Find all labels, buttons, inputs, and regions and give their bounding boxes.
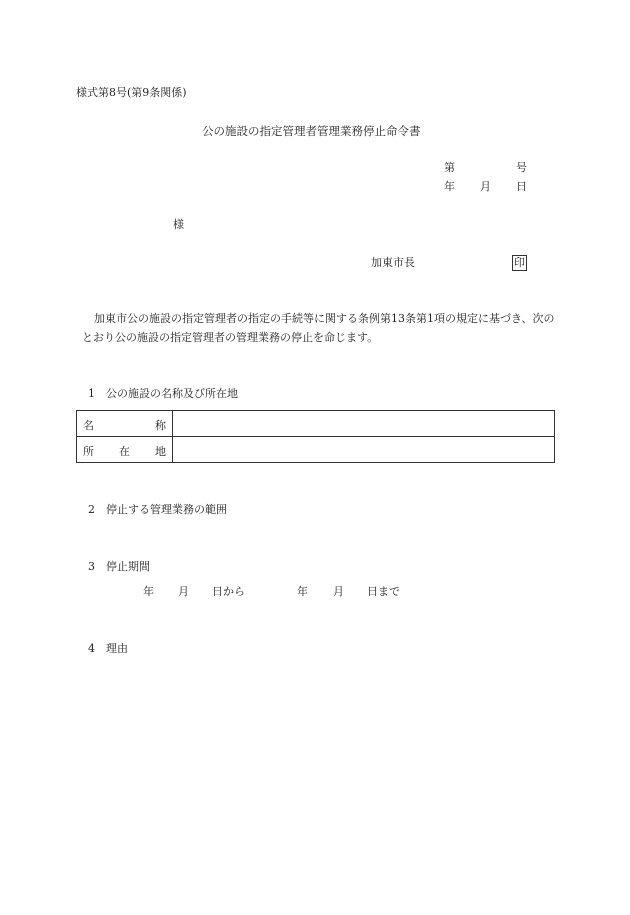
section-1-label: 公の施設の名称及び所在地 — [106, 387, 238, 400]
seal-text: 印 — [514, 256, 525, 269]
label-char: 地 — [155, 445, 166, 458]
period-start-day: 日から — [212, 585, 245, 598]
facility-name-value[interactable] — [173, 411, 555, 437]
period-end-month: 月 — [333, 585, 344, 598]
label-cell-name — [77, 411, 173, 437]
document-title: 公の施設の指定管理者管理業務停止命令書 — [202, 124, 421, 138]
seal-mark — [512, 255, 527, 271]
label-char: 在 — [119, 445, 130, 458]
number-prefix: 第 — [444, 161, 455, 174]
section-2-label: 停止する管理業務の範囲 — [106, 503, 227, 516]
section-2-number: 2 — [88, 503, 95, 516]
date-day: 日 — [516, 180, 527, 193]
form-reference: 様式第8号(第9条関係) — [76, 86, 187, 99]
table-row-location — [77, 437, 555, 463]
label-char: 称 — [155, 419, 166, 432]
table-row-name — [77, 411, 555, 437]
issuer-name: 加東市長 — [371, 256, 415, 269]
number-suffix: 号 — [516, 161, 527, 174]
section-3-number: 3 — [88, 560, 95, 573]
addressee-suffix: 様 — [173, 218, 184, 231]
period-start-month: 月 — [178, 585, 189, 598]
date-year: 年 — [444, 180, 455, 193]
label-char: 名 — [83, 419, 94, 432]
date-month: 月 — [480, 180, 491, 193]
label-cell-location — [77, 437, 173, 463]
section-3-label: 停止期間 — [106, 560, 150, 573]
period-end-day: 日まで — [367, 585, 400, 598]
section-4-label: 理由 — [106, 642, 128, 655]
label-char: 所 — [83, 445, 94, 458]
facility-table — [76, 410, 555, 463]
body-paragraph: 加東市公の施設の指定管理者の指定の手続等に関する条例第13条第1項の規定に基づき、次のとおり公の施設の指定管理者の管理業務の停止を命じます。 — [82, 312, 555, 344]
section-4-number: 4 — [88, 642, 95, 655]
facility-location-value[interactable] — [173, 437, 555, 463]
period-end-year: 年 — [297, 585, 308, 598]
period-start-year: 年 — [143, 585, 154, 598]
section-1-number: 1 — [88, 387, 95, 400]
